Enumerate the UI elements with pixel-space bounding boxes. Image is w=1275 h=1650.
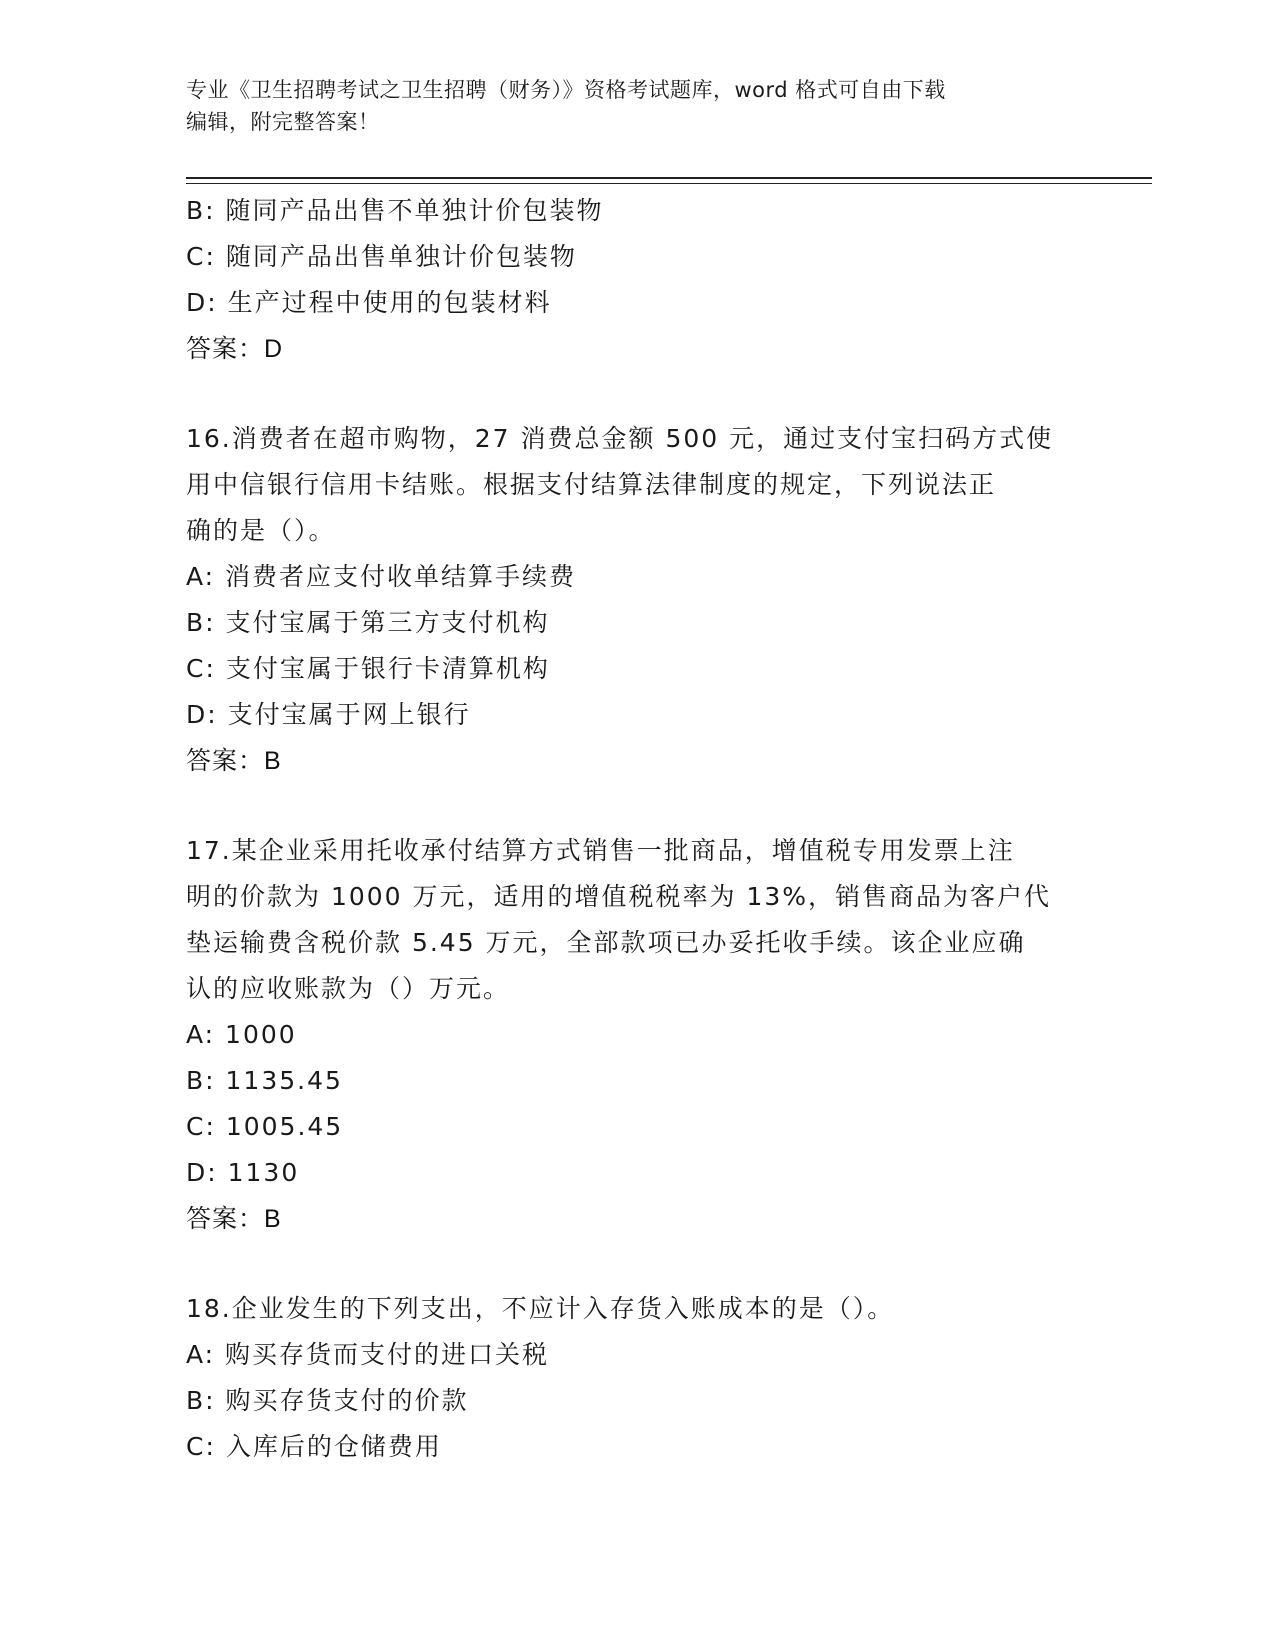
question-stem-line: 17.某企业采用托收承付结算方式销售一批商品，增值税专用发票上注	[186, 836, 1015, 865]
option-b: B: 支付宝属于第三方支付机构	[186, 608, 550, 637]
option-b: B: 购买存货支付的价款	[186, 1386, 469, 1415]
option-c: C: 随同产品出售单独计价包装物	[186, 242, 577, 271]
option-a: A: 1000	[186, 1020, 297, 1049]
spacer	[186, 784, 1086, 828]
question-18	[186, 1286, 1086, 1470]
option-d: D: 支付宝属于网上银行	[186, 700, 471, 729]
question-stem-line: 确的是（）。	[186, 516, 336, 545]
question-stem-line: 认的应收账款为（）万元。	[186, 974, 511, 1003]
question-content	[186, 188, 1086, 1470]
option-c: C: 支付宝属于银行卡清算机构	[186, 654, 550, 683]
answer-label: 答案：D	[186, 335, 284, 363]
option-d: D: 1130	[186, 1158, 300, 1187]
option-a: A: 消费者应支付收单结算手续费	[186, 562, 577, 591]
question-stem-line: 18.企业发生的下列支出，不应计入存货入账成本的是（）。	[186, 1294, 895, 1323]
option-c: C: 1005.45	[186, 1112, 344, 1141]
option-b: B: 1135.45	[186, 1066, 343, 1095]
question-stem-line: 16.消费者在超市购物，27 消费总金额 500 元，通过支付宝扫码方式使	[186, 424, 1054, 453]
question-stem-line: 用中信银行信用卡结账。根据支付结算法律制度的规定，下列说法正	[186, 470, 997, 499]
question-stem-line: 明的价款为 1000 万元，适用的增值税税率为 13%，销售商品为客户代	[186, 882, 1052, 911]
answer-label: 答案：B	[186, 747, 282, 775]
option-b: B: 随同产品出售不单独计价包装物	[186, 196, 604, 225]
header-line-1: 专业《卫生招聘考试之卫生招聘（财务）》资格考试题库，word 格式可自由下载	[186, 78, 946, 102]
question-15-tail	[186, 188, 1086, 372]
spacer	[186, 1242, 1086, 1286]
option-a: A: 购买存货而支付的进口关税	[186, 1340, 550, 1369]
header-divider-thick	[186, 177, 1152, 179]
header-divider-thin	[186, 183, 1152, 184]
question-16	[186, 416, 1086, 784]
option-c: C: 入库后的仓储费用	[186, 1432, 442, 1461]
document-header	[186, 74, 1066, 138]
question-stem-line: 垫运输费含税价款 5.45 万元，全部款项已办妥托收手续。该企业应确	[186, 928, 1026, 957]
spacer	[186, 372, 1086, 416]
option-d: D: 生产过程中使用的包装材料	[186, 288, 552, 317]
answer-label: 答案：B	[186, 1205, 282, 1233]
header-line-2: 编辑，附完整答案！	[186, 110, 380, 134]
question-17	[186, 828, 1086, 1242]
